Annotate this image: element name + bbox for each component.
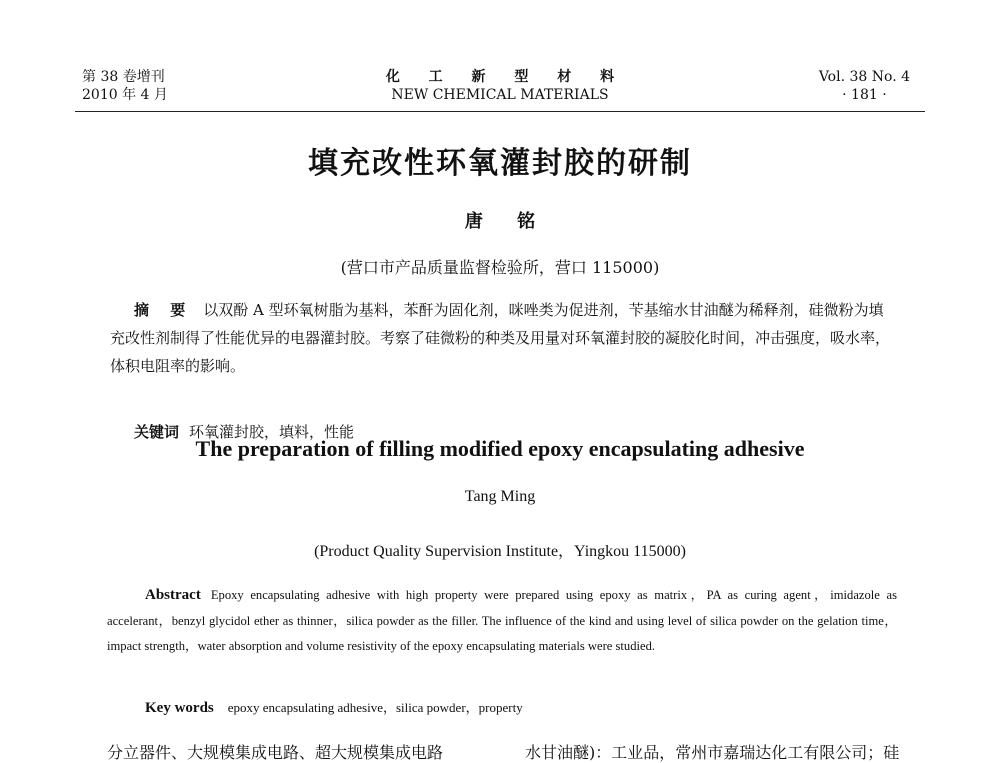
paper-title-cn: 填充改性环氧灌封胶的研制 xyxy=(308,146,692,181)
publication-date: 2010 年 4 月 xyxy=(82,87,168,103)
affiliation-en: (Product Quality Supervision Institute，Yingkou 115000) xyxy=(314,543,686,560)
volume-number: Vol. 38 No. 4 xyxy=(818,69,910,85)
keywords-en-text: epoxy encapsulating adhesive，silica powder，property xyxy=(227,700,523,715)
abstract-cn-text: 以双酚 A 型环氧树脂为基料，苯酐为固化剂，咪唑类为促进剂，苄基缩水甘油醚为稀释剂，硅微粉为填充改性剂制得了性能优异的电器灌封胶。考察了硅微粉的种类及用量对环氧灌封胶的凝胶化时间，冲击强度，吸水率，体积电阻率的影响。 xyxy=(110,301,891,375)
journal-name-en: NEW CHEMICAL MATERIALS xyxy=(391,87,609,103)
page-number: · 181 · xyxy=(842,87,887,103)
header-rule xyxy=(75,111,925,112)
abstract-cn xyxy=(110,296,890,380)
journal-name-cn: 化 工 新 型 材 料 xyxy=(385,69,627,85)
author-cn: 唐 铭 xyxy=(464,211,550,232)
abstract-en-text: Epoxy encapsulating adhesive with high property were prepared using epoxy as matrix，PA as curing agent，imidazole as accelerant，benzyl glycidol ether as thinner，silica powder as the filler. The influence of the kind and using level of silica powder on the gelation time，impact strength，water absorption and volume resistivity of the epoxy encapsulating materials were studied. xyxy=(107,588,897,653)
abstract-en xyxy=(107,583,897,660)
author-en: Tang Ming xyxy=(464,488,536,505)
volume-page-info xyxy=(819,68,910,104)
keywords-cn-label: 关键词 xyxy=(134,423,180,441)
paper-title-en: The preparation of filling modified epoxy encapsulating adhesive xyxy=(195,436,805,461)
keywords-en-label: Key words xyxy=(145,700,214,716)
body-text-right-column: 水甘油醚)：工业品，常州市嘉瑞达化工有限公司；硅 xyxy=(525,743,900,762)
keywords-cn-text: 环氧灌封胶，填料，性能 xyxy=(189,423,355,441)
affiliation-cn: (营口市产品质量监督检验所，营口 115000) xyxy=(340,258,660,277)
body-text-left-column: 分立器件、大规模集成电路、超大规模集成电路 xyxy=(107,743,444,762)
abstract-cn-label: 摘 要 xyxy=(134,301,194,319)
abstract-en-label: Abstract xyxy=(145,587,201,603)
keywords-en xyxy=(145,697,523,717)
volume-issue: 第 38 卷增刊 xyxy=(82,69,165,85)
